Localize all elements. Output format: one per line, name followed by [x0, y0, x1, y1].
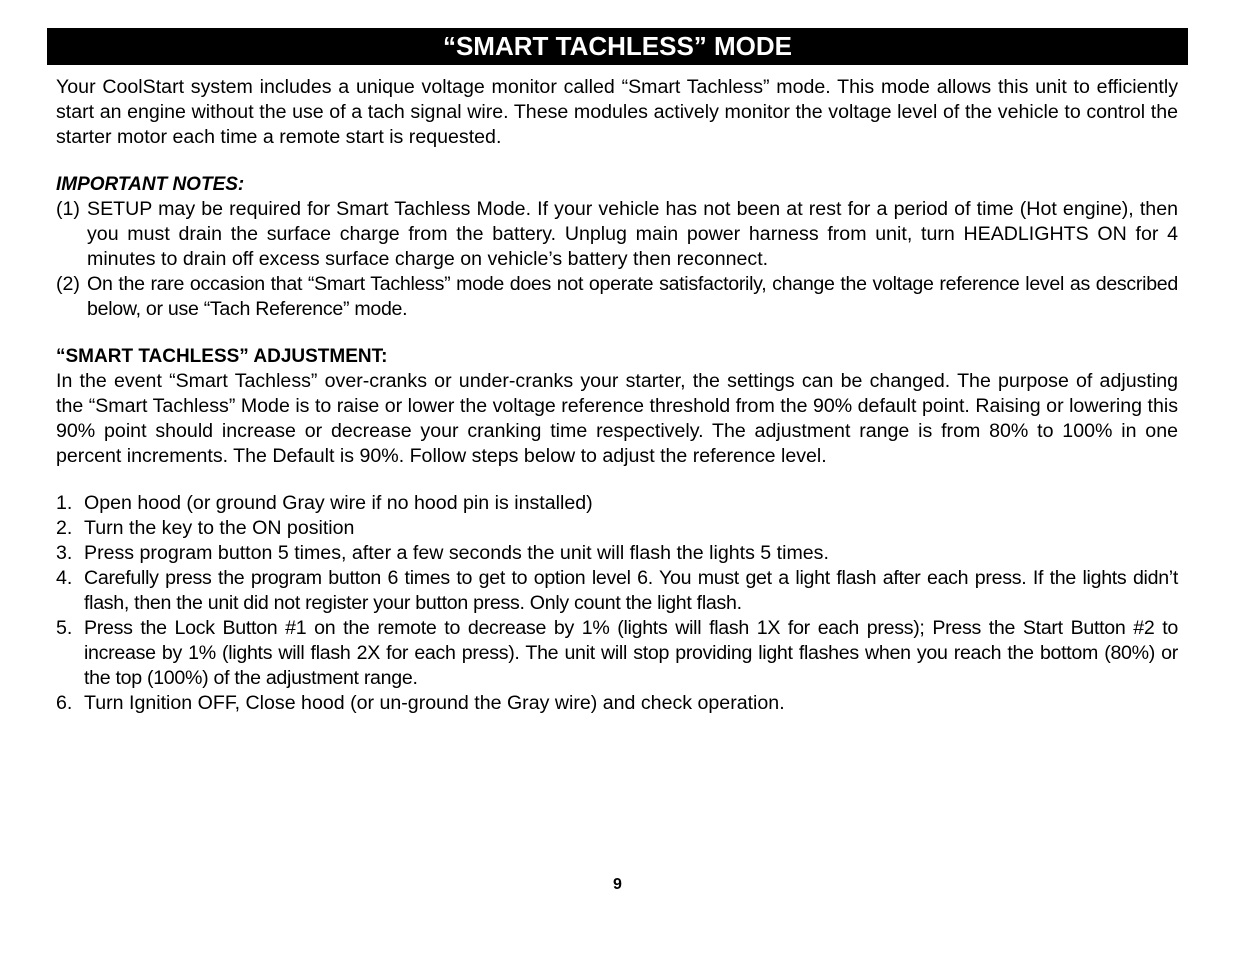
adjustment-heading: “SMART TACHLESS” ADJUSTMENT: — [56, 346, 388, 367]
step-text: Open hood (or ground Gray wire if no hood pin is installed) — [84, 492, 593, 514]
step-number: 4. — [56, 567, 73, 589]
step-item — [56, 691, 1178, 716]
note-item — [56, 197, 1178, 272]
step-item — [56, 491, 1178, 516]
note-text: SETUP may be required for Smart Tachless Mode. If your vehicle has not been at rest for a period of time (Hot engine), then you must drain the surface charge from the battery. Unplug main power harness from unit, turn HEADLIGHTS ON for 4 minutes to drain off excess surface charge on vehicle’s battery then reconnect. — [87, 198, 1178, 270]
spacer — [56, 150, 1178, 172]
note-number: (1) — [56, 198, 80, 220]
note-number: (2) — [56, 273, 80, 295]
step-item — [56, 566, 1178, 616]
step-item — [56, 541, 1178, 566]
note-text: On the rare occasion that “Smart Tachless” mode does not operate satisfactorily, change the voltage reference level as described below, or use “Tach Reference” mode. — [87, 273, 1178, 320]
step-text: Press program button 5 times, after a few seconds the unit will flash the lights 5 times. — [84, 542, 829, 564]
step-number: 2. — [56, 517, 73, 539]
steps-list — [56, 491, 1178, 716]
step-number: 6. — [56, 692, 73, 714]
step-number: 5. — [56, 617, 73, 639]
spacer — [56, 322, 1178, 344]
step-text: Turn Ignition OFF, Close hood (or un-ground the Gray wire) and check operation. — [84, 692, 785, 714]
adjustment-paragraph: In the event “Smart Tachless” over-cranks or under-cranks your starter, the settings can be changed. The purpose of adjusting the “Smart Tachless” Mode is to raise or lower the voltage reference threshold from the 90% default point. Raising or lowering this 90% point should increase or decrease your cranking time respectively. The adjustment range is from 80% to 100% in one percent increments. The Default is 90%. Follow steps below to adjust the reference level. — [56, 370, 1178, 467]
intro-paragraph: Your CoolStart system includes a unique voltage monitor called “Smart Tachless” mode. This mode allows this unit to efficiently start an engine without the use of a tach signal wire. These modules actively monitor the voltage level of the vehicle to control the starter motor each time a remote start is requested. — [56, 76, 1178, 148]
step-text: Carefully press the program button 6 times to get to option level 6. You must get a light flash after each press. If the lights didn’t flash, then the unit did not register your button press. Only count the light flash. — [84, 567, 1178, 614]
page-number: 9 — [613, 876, 622, 893]
page-title: “SMART TACHLESS” MODE — [47, 28, 1188, 65]
important-notes-heading: IMPORTANT NOTES: — [56, 174, 245, 195]
note-item — [56, 272, 1178, 322]
document-body — [56, 75, 1178, 716]
step-number: 1. — [56, 492, 73, 514]
step-number: 3. — [56, 542, 73, 564]
step-text: Press the Lock Button #1 on the remote to decrease by 1% (lights will flash 1X for each press); Press the Start Button #2 to increase by 1% (lights will flash 2X for each press). The unit will stop providing light flashes when you reach the bottom (80%) or the top (100%) of the adjustment range. — [84, 617, 1178, 689]
spacer — [56, 469, 1178, 491]
step-item — [56, 516, 1178, 541]
step-text: Turn the key to the ON position — [84, 517, 355, 539]
step-item — [56, 616, 1178, 691]
